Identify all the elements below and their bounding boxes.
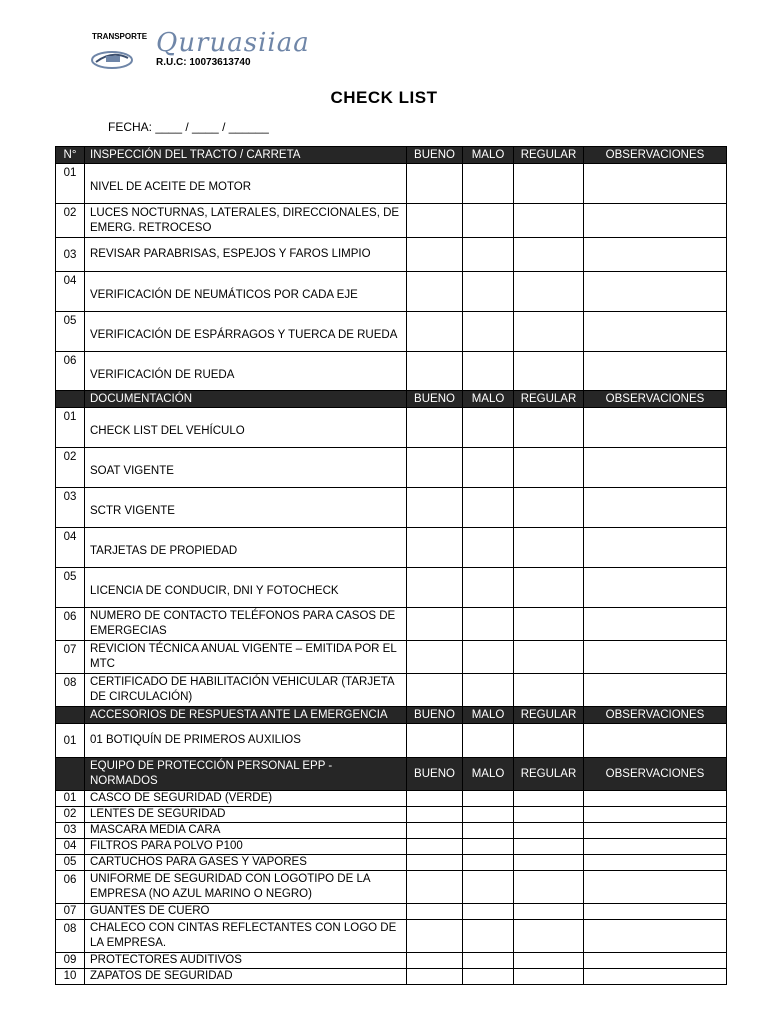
date-field[interactable]: FECHA: ____ / ____ / ______ — [108, 120, 269, 134]
row-number: 06 — [56, 352, 85, 391]
col-malo-header: MALO — [463, 147, 514, 164]
col-regular-header: REGULAR — [514, 758, 584, 791]
company-ruc: R.U.C: 10073613740 — [156, 57, 251, 68]
row-number: 02 — [56, 807, 85, 823]
malo-cell[interactable] — [463, 312, 514, 352]
row-label: MASCARA MEDIA CARA — [85, 823, 407, 839]
malo-cell[interactable] — [463, 724, 514, 758]
col-observaciones-header: OBSERVACIONES — [584, 758, 727, 791]
row-label: CASCO DE SEGURIDAD (VERDE) — [85, 791, 407, 807]
observaciones-cell[interactable] — [584, 238, 727, 272]
row-label: CERTIFICADO DE HABILITACIÓN VEHICULAR (TARJETA DE CIRCULACIÓN) — [85, 674, 407, 707]
observaciones-cell[interactable] — [584, 352, 727, 391]
row-number: 07 — [56, 904, 85, 920]
regular-cell[interactable] — [514, 164, 584, 204]
malo-cell[interactable] — [463, 920, 514, 953]
observaciones-cell[interactable] — [584, 312, 727, 352]
regular-cell[interactable] — [514, 674, 584, 707]
bueno-cell[interactable] — [407, 568, 463, 608]
malo-cell[interactable] — [463, 528, 514, 568]
section-header — [56, 758, 727, 791]
regular-cell[interactable] — [514, 238, 584, 272]
regular-cell[interactable] — [514, 204, 584, 238]
observaciones-cell[interactable] — [584, 969, 727, 985]
bueno-cell[interactable] — [407, 204, 463, 238]
table-row — [56, 528, 727, 568]
observaciones-cell[interactable] — [584, 674, 727, 707]
col-malo-header: MALO — [463, 391, 514, 408]
row-number: 01 — [56, 164, 85, 204]
regular-cell[interactable] — [514, 871, 584, 904]
bueno-cell[interactable] — [407, 528, 463, 568]
row-label: NIVEL DE ACEITE DE MOTOR — [85, 164, 407, 204]
malo-cell[interactable] — [463, 608, 514, 641]
table-row — [56, 871, 727, 904]
regular-cell[interactable] — [514, 855, 584, 871]
row-label: VERIFICACIÓN DE RUEDA — [85, 352, 407, 391]
regular-cell[interactable] — [514, 608, 584, 641]
row-number: 05 — [56, 855, 85, 871]
malo-cell[interactable] — [463, 488, 514, 528]
bueno-cell[interactable] — [407, 488, 463, 528]
table-row — [56, 641, 727, 674]
regular-cell[interactable] — [514, 352, 584, 391]
regular-cell[interactable] — [514, 312, 584, 352]
row-number: 08 — [56, 920, 85, 953]
row-label: PROTECTORES AUDITIVOS — [85, 953, 407, 969]
table-row — [56, 238, 727, 272]
row-number: 04 — [56, 839, 85, 855]
row-number: 04 — [56, 528, 85, 568]
row-number: 03 — [56, 238, 85, 272]
bueno-cell[interactable] — [407, 608, 463, 641]
table-row — [56, 953, 727, 969]
observaciones-cell[interactable] — [584, 791, 727, 807]
malo-cell[interactable] — [463, 164, 514, 204]
col-malo-header: MALO — [463, 758, 514, 791]
table-row — [56, 969, 727, 985]
row-label: UNIFORME DE SEGURIDAD CON LOGOTIPO DE LA EMPRESA (NO AZUL MARINO O NEGRO) — [85, 871, 407, 904]
table-row — [56, 164, 727, 204]
observaciones-cell[interactable] — [584, 920, 727, 953]
company-logo-icon — [88, 44, 136, 72]
row-number: 05 — [56, 568, 85, 608]
regular-cell[interactable] — [514, 920, 584, 953]
bueno-cell[interactable] — [407, 238, 463, 272]
bueno-cell[interactable] — [407, 920, 463, 953]
bueno-cell[interactable] — [407, 807, 463, 823]
col-regular-header: REGULAR — [514, 707, 584, 724]
regular-cell[interactable] — [514, 408, 584, 448]
malo-cell[interactable] — [463, 641, 514, 674]
observaciones-cell[interactable] — [584, 528, 727, 568]
bueno-cell[interactable] — [407, 272, 463, 312]
col-observaciones-header: OBSERVACIONES — [584, 147, 727, 164]
malo-cell[interactable] — [463, 238, 514, 272]
row-label: FILTROS PARA POLVO P100 — [85, 839, 407, 855]
observaciones-cell[interactable] — [584, 839, 727, 855]
row-number: 04 — [56, 272, 85, 312]
observaciones-cell[interactable] — [584, 164, 727, 204]
bueno-cell[interactable] — [407, 953, 463, 969]
regular-cell[interactable] — [514, 969, 584, 985]
observaciones-cell[interactable] — [584, 823, 727, 839]
regular-cell[interactable] — [514, 641, 584, 674]
bueno-cell[interactable] — [407, 969, 463, 985]
row-number: 01 — [56, 408, 85, 448]
malo-cell[interactable] — [463, 839, 514, 855]
row-label: CHECK LIST DEL VEHÍCULO — [85, 408, 407, 448]
row-label: CARTUCHOS PARA GASES Y VAPORES — [85, 855, 407, 871]
observaciones-cell[interactable] — [584, 807, 727, 823]
row-number: 07 — [56, 641, 85, 674]
regular-cell[interactable] — [514, 272, 584, 312]
table-row — [56, 312, 727, 352]
table-row — [56, 674, 727, 707]
bueno-cell[interactable] — [407, 408, 463, 448]
company-script-logo: Quruasiiaa — [156, 28, 310, 58]
table-row — [56, 488, 727, 528]
observaciones-cell[interactable] — [584, 953, 727, 969]
row-label: SOAT VIGENTE — [85, 448, 407, 488]
row-number: 09 — [56, 953, 85, 969]
malo-cell[interactable] — [463, 807, 514, 823]
col-num-header: N° — [56, 147, 85, 164]
malo-cell[interactable] — [463, 674, 514, 707]
row-number: 02 — [56, 448, 85, 488]
malo-cell[interactable] — [463, 904, 514, 920]
regular-cell[interactable] — [514, 448, 584, 488]
table-row — [56, 855, 727, 871]
observaciones-cell[interactable] — [584, 568, 727, 608]
row-label: VERIFICACIÓN DE NEUMÁTICOS POR CADA EJE — [85, 272, 407, 312]
regular-cell[interactable] — [514, 724, 584, 758]
regular-cell[interactable] — [514, 791, 584, 807]
regular-cell[interactable] — [514, 568, 584, 608]
observaciones-cell[interactable] — [584, 488, 727, 528]
col-bueno-header: BUENO — [407, 147, 463, 164]
observaciones-cell[interactable] — [584, 641, 727, 674]
col-bueno-header: BUENO — [407, 707, 463, 724]
observaciones-cell[interactable] — [584, 448, 727, 488]
observaciones-cell[interactable] — [584, 608, 727, 641]
malo-cell[interactable] — [463, 823, 514, 839]
col-regular-header: REGULAR — [514, 391, 584, 408]
table-row — [56, 724, 727, 758]
row-label: REVICION TÉCNICA ANUAL VIGENTE – EMITIDA POR EL MTC — [85, 641, 407, 674]
regular-cell[interactable] — [514, 823, 584, 839]
regular-cell[interactable] — [514, 839, 584, 855]
row-number: 03 — [56, 823, 85, 839]
bueno-cell[interactable] — [407, 724, 463, 758]
table-row — [56, 408, 727, 448]
row-number: 06 — [56, 608, 85, 641]
regular-cell[interactable] — [514, 488, 584, 528]
bueno-cell[interactable] — [407, 791, 463, 807]
observaciones-cell[interactable] — [584, 871, 727, 904]
col-regular-header: REGULAR — [514, 147, 584, 164]
row-number: 03 — [56, 488, 85, 528]
malo-cell[interactable] — [463, 204, 514, 238]
row-label: ZAPATOS DE SEGURIDAD — [85, 969, 407, 985]
regular-cell[interactable] — [514, 904, 584, 920]
row-label: REVISAR PARABRISAS, ESPEJOS Y FAROS LIMPIO — [85, 238, 407, 272]
bueno-cell[interactable] — [407, 312, 463, 352]
table-row — [56, 204, 727, 238]
col-bueno-header: BUENO — [407, 391, 463, 408]
row-number: 01 — [56, 791, 85, 807]
table-row — [56, 791, 727, 807]
malo-cell[interactable] — [463, 953, 514, 969]
row-label: GUANTES DE CUERO — [85, 904, 407, 920]
row-label: NUMERO DE CONTACTO TELÉFONOS PARA CASOS DE EMERGECIAS — [85, 608, 407, 641]
observaciones-cell[interactable] — [584, 724, 727, 758]
row-label: LUCES NOCTURNAS, LATERALES, DIRECCIONALES, DE EMERG. RETROCESO — [85, 204, 407, 238]
regular-cell[interactable] — [514, 528, 584, 568]
table-row — [56, 920, 727, 953]
malo-cell[interactable] — [463, 408, 514, 448]
company-word: TRANSPORTE — [92, 32, 148, 41]
bueno-cell[interactable] — [407, 823, 463, 839]
table-row — [56, 807, 727, 823]
malo-cell[interactable] — [463, 272, 514, 312]
section-title: DOCUMENTACIÓN — [85, 391, 407, 408]
malo-cell[interactable] — [463, 791, 514, 807]
observaciones-cell[interactable] — [584, 204, 727, 238]
row-label: LENTES DE SEGURIDAD — [85, 807, 407, 823]
bueno-cell[interactable] — [407, 352, 463, 391]
section-header — [56, 707, 727, 724]
observaciones-cell[interactable] — [584, 904, 727, 920]
row-number: 02 — [56, 204, 85, 238]
row-label: 01 BOTIQUÍN DE PRIMEROS AUXILIOS — [85, 724, 407, 758]
letterhead — [88, 28, 348, 78]
malo-cell[interactable] — [463, 352, 514, 391]
page-title: CHECK LIST — [330, 88, 438, 107]
table-row — [56, 608, 727, 641]
bueno-cell[interactable] — [407, 839, 463, 855]
row-label: CHALECO CON CINTAS REFLECTANTES CON LOGO DE LA EMPRESA. — [85, 920, 407, 953]
table-row — [56, 568, 727, 608]
observaciones-cell[interactable] — [584, 855, 727, 871]
table-row — [56, 904, 727, 920]
table-row — [56, 823, 727, 839]
checklist-table — [55, 146, 727, 985]
row-number: 05 — [56, 312, 85, 352]
malo-cell[interactable] — [463, 568, 514, 608]
table-row — [56, 839, 727, 855]
malo-cell[interactable] — [463, 871, 514, 904]
section-title: INSPECCIÓN DEL TRACTO / CARRETA — [85, 147, 407, 164]
malo-cell[interactable] — [463, 855, 514, 871]
regular-cell[interactable] — [514, 807, 584, 823]
observaciones-cell[interactable] — [584, 272, 727, 312]
row-label: VERIFICACIÓN DE ESPÁRRAGOS Y TUERCA DE RUEDA — [85, 312, 407, 352]
malo-cell[interactable] — [463, 448, 514, 488]
bueno-cell[interactable] — [407, 674, 463, 707]
row-label: SCTR VIGENTE — [85, 488, 407, 528]
col-malo-header: MALO — [463, 707, 514, 724]
row-number: 06 — [56, 871, 85, 904]
row-label: TARJETAS DE PROPIEDAD — [85, 528, 407, 568]
bueno-cell[interactable] — [407, 871, 463, 904]
section-header — [56, 391, 727, 408]
regular-cell[interactable] — [514, 953, 584, 969]
bueno-cell[interactable] — [407, 641, 463, 674]
col-observaciones-header: OBSERVACIONES — [584, 391, 727, 408]
bueno-cell[interactable] — [407, 855, 463, 871]
row-number: 08 — [56, 674, 85, 707]
row-number: 01 — [56, 724, 85, 758]
col-observaciones-header: OBSERVACIONES — [584, 707, 727, 724]
section-header — [56, 147, 727, 164]
table-row — [56, 352, 727, 391]
section-title: ACCESORIOS DE RESPUESTA ANTE LA EMERGENCIA — [85, 707, 407, 724]
section-title: EQUIPO DE PROTECCIÓN PERSONAL EPP - NORMADOS — [85, 758, 407, 791]
row-number: 10 — [56, 969, 85, 985]
malo-cell[interactable] — [463, 969, 514, 985]
table-row — [56, 448, 727, 488]
col-bueno-header: BUENO — [407, 758, 463, 791]
bueno-cell[interactable] — [407, 164, 463, 204]
row-label: LICENCIA DE CONDUCIR, DNI Y FOTOCHECK — [85, 568, 407, 608]
bueno-cell[interactable] — [407, 904, 463, 920]
bueno-cell[interactable] — [407, 448, 463, 488]
table-row — [56, 272, 727, 312]
observaciones-cell[interactable] — [584, 408, 727, 448]
